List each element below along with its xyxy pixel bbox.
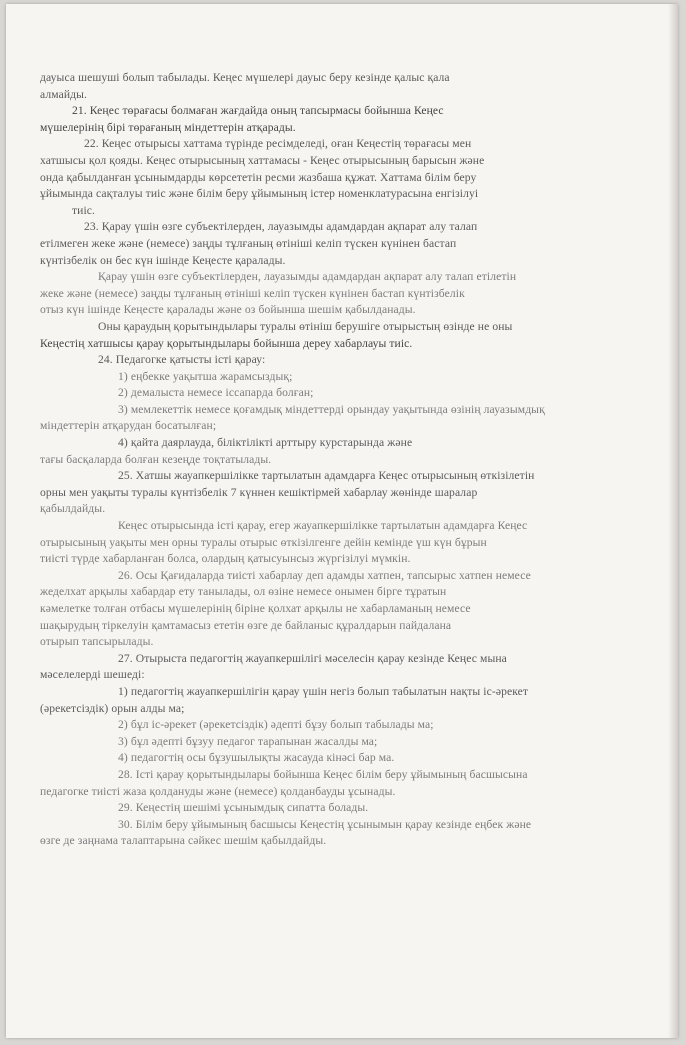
text-line: шақырудың тіркелуін қамтамасыз ететін өзге де байланыс құралдарын пайдалана (40, 618, 452, 632)
list-item: 4) педагогтің осы бұзушылықты жасауда кінәсі бар ма. (118, 751, 395, 765)
text-line: өзге де заңнама талаптарына сәйкес шешім қабылдайды. (40, 834, 327, 848)
paragraph-27: 27. Отырыста педагогтің жауапкершілігі мәселесін қарау кезінде Кеңес мына (118, 651, 507, 665)
text-line: ұйымында сақталуы тиіс және білім беру ұйымының істер номенклатурасына енгізілуі (40, 187, 479, 201)
text-line: хатшысы қол қояды. Кеңес отырысының хаттамасы - Кеңес отырысының барысын және (40, 153, 485, 167)
text-line: Оны қараудың қорытындылары туралы өтініш берушіге отырыстың өзінде не оны (98, 319, 513, 333)
text-line: отырысының уақыты мен орны туралы отырыс өткізілгенге дейін кемінде үш күн бұрын (40, 535, 487, 549)
document-page (6, 4, 678, 1038)
text-line: Кеңестің хатшысы қарау қорытындылары бойынша дереу хабарлауы тиіс. (40, 336, 413, 350)
list-item: 1) педагогтің жауапкершілігін қарау үшін негіз болып табылатын нақты іс-әрекет (118, 684, 529, 698)
paragraph-29: 29. Кеңестің шешімі ұсынымдық сипатта болады. (118, 801, 369, 815)
text-line: орны мен уақыты туралы күнтізбелік 7 күннен кешіктірмей хабарлау жөнінде шаралар (40, 485, 478, 499)
text-line: отырып тапсырылады. (40, 635, 154, 649)
text-line: қабылдайды. (40, 502, 106, 516)
page-edge-shadow (668, 4, 678, 1038)
text-line: онда қабылданған ұсынымдарды көрсететін ресми жазбаша құжат. Хаттама білім беру (40, 170, 477, 184)
paragraph-23: 23. Қарау үшін өзге субъектілерден, лауазымды адамдардан ақпарат алу талап (84, 220, 478, 234)
paragraph-21: 21. Кеңес төрағасы болмаған жағдайда оның тапсырмасы бойынша Кеңес (72, 104, 444, 118)
list-item: 2) демалыста немесе іссапарда болған; (118, 386, 314, 400)
list-item: 4) қайта даярлауда, біліктілікті арттыру курстарында және (118, 436, 413, 450)
text-line: Кеңес отырысында істі қарау, егер жауапкершілікке тартылатын адамдарға Кеңес (118, 519, 528, 533)
text-line: педагогке тиісті жаза қолдануды және (немесе) қолданбауды ұсынады. (40, 784, 396, 798)
text-line: етілмеген жеке және (немесе) заңды тұлғаның өтініші келіп түскен күнінен бастап (40, 236, 457, 250)
text-line: кәмелетке толған отбасы мүшелерінің біріне қолхат арқылы не хабарламаның немесе (40, 602, 471, 615)
text-line: дауыса шешуші болып табылады. Кеңес мүшелері дауыс беру кезінде қалыс қала (40, 71, 450, 84)
paragraph-26: 26. Осы Қағидаларда тиісті хабарлау деп адамды хатпен, тапсырыс хатпен немесе (118, 568, 531, 582)
text-line: күнтізбелік он бес күн ішінде Кеңесте қаралады. (40, 253, 286, 267)
paragraph-22: 22. Кеңес отырысы хаттама түрінде ресімделеді, оған Кеңестің төрағасы мен (84, 137, 472, 151)
paragraph-28: 28. Істі қарау қорытындылары бойынша Кеңес білім беру ұйымының басшысына (118, 767, 528, 781)
list-item: 1) еңбекке уақытша жарамсыздық; (118, 369, 293, 383)
text-line: (әрекетсіздік) орын алды ма; (40, 701, 185, 715)
text-line: тиісті түрде хабарланған болса, олардың қатысуынсыз жүргізілуі мүмкін. (40, 552, 411, 566)
text-line: тағы басқаларда болған кезеңде тоқтатылады. (40, 452, 272, 466)
list-item: 2) бұл іс-әрекет (әрекетсіздік) әдепті бұзу болып табылады ма; (118, 718, 434, 732)
text-line: отыз күн ішінде Кеңесте қаралады және оз бойынша шешім қабылданады. (40, 303, 416, 317)
list-item: 3) мемлекеттік немесе қоғамдық міндеттерді орындау уақытында өзінің лауазымдық (118, 402, 545, 416)
text-line: жеке және (немесе) заңды тұлғаның өтініші келіп түскен күнінен бастап күнтізбелік (40, 286, 465, 300)
text-line: мәселелерді шешеді: (40, 668, 145, 682)
text-line: тиіс. (72, 203, 96, 217)
text-line: жеделхат арқылы хабардар ету танылады, ол өзіне немесе онымен бірге тұратын (40, 585, 447, 599)
document-body (40, 70, 630, 850)
text-line: міндеттерін атқарудан босатылған; (40, 419, 217, 433)
text-line: мүшелерінің бірі төрағаның міндеттерін атқарады. (40, 120, 296, 134)
paragraph-30: 30. Білім беру ұйымының басшысы Кеңестің ұсынымын қарау кезінде еңбек және (118, 817, 532, 831)
list-item: 3) бұл әдепті бұзуу педагог тарапынан жасалды ма; (118, 734, 378, 748)
paragraph-24: 24. Педагогке қатысты істі қарау: (98, 353, 266, 367)
paragraph-25: 25. Хатшы жауапкершілікке тартылатын адамдарға Кеңес отырысының өткізілетін (118, 469, 535, 483)
text-line: Қарау үшін өзге субъектілерден, лауазымды адамдардан ақпарат алу талап етілетін (98, 270, 517, 284)
text-line: алмайды. (40, 87, 88, 101)
